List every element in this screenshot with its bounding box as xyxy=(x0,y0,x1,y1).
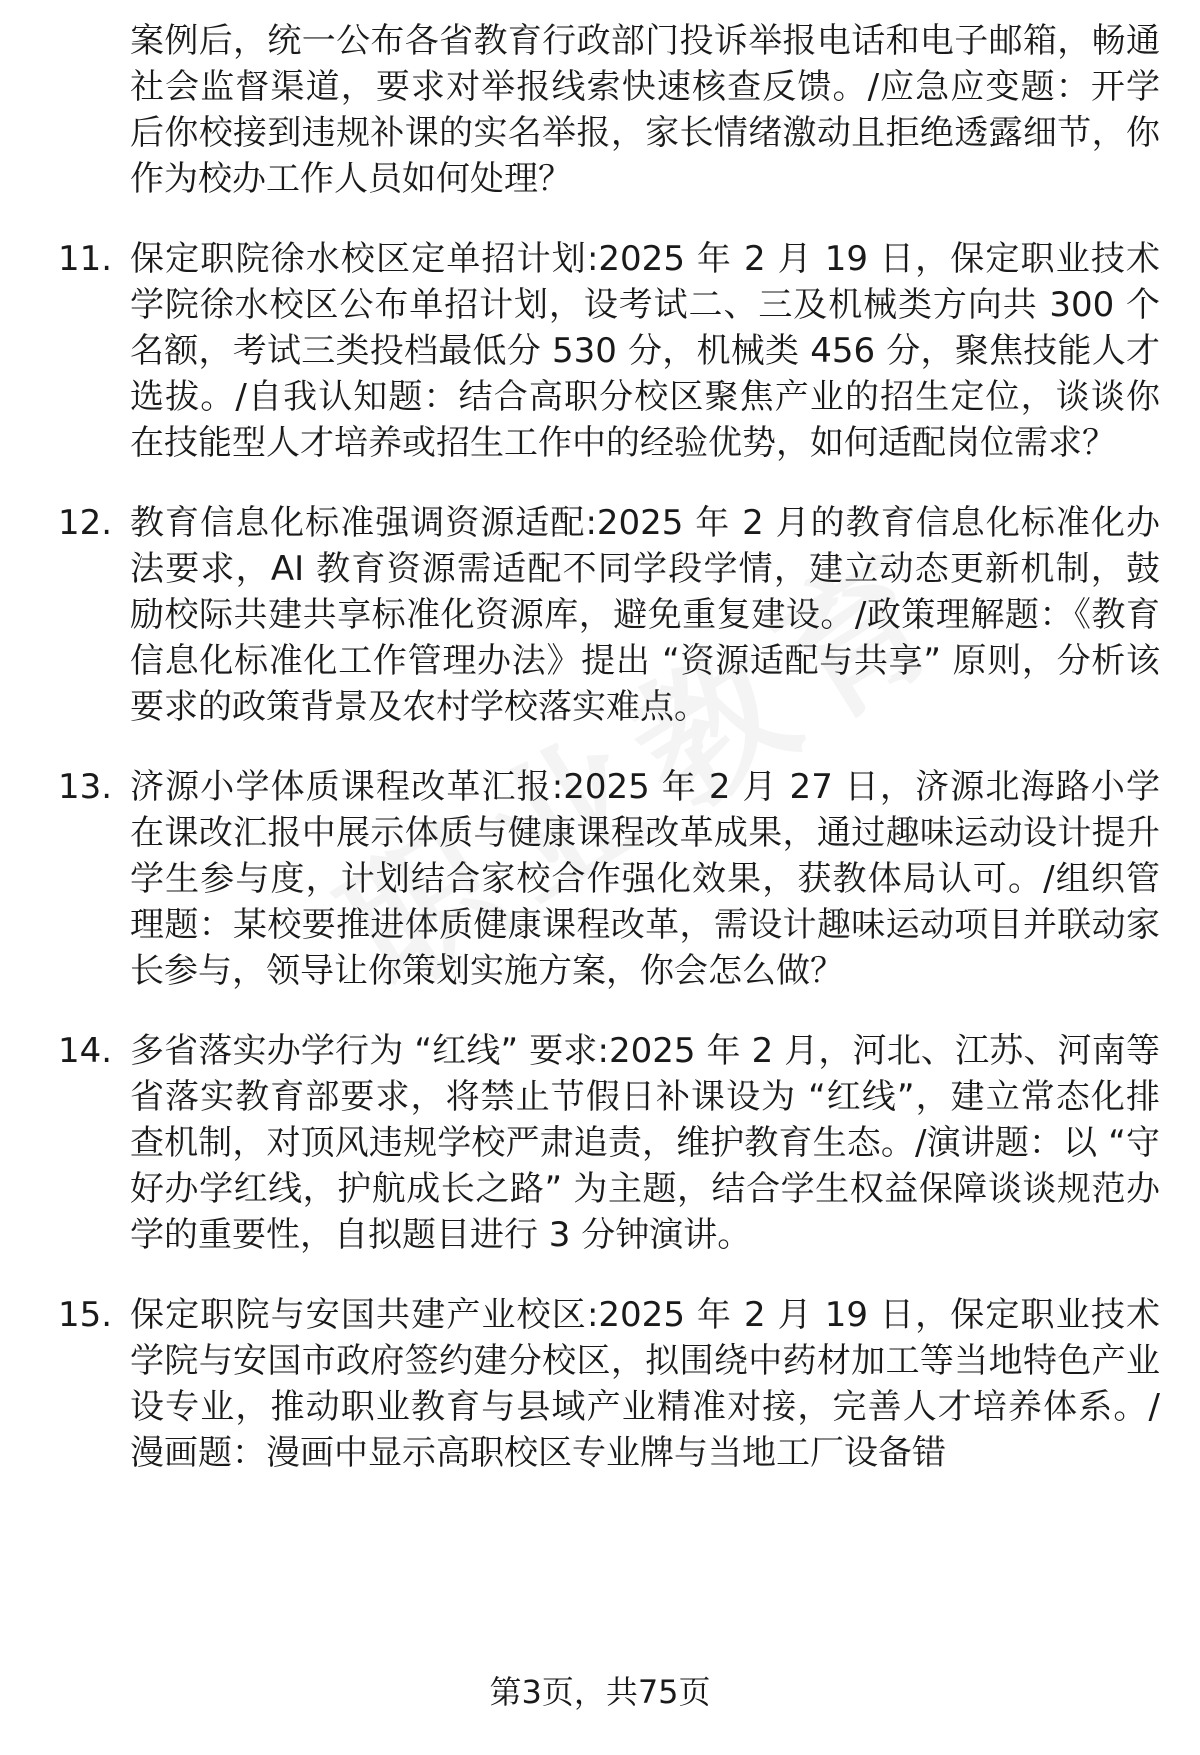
list-item xyxy=(0,1292,1200,1476)
item-text: 教育信息化标准强调资源适配:2025 年 2 月的教育信息化标准化办法要求，AI 教育资源需适配不同学段学情，建立动态更新机制，鼓励校际共建共享标准化资源库，避免重复建设。/政策理解题：《教育信息化标准化工作管理办法》提出 “资源适配与共享” 原则，分析该要求的政策背景及农村学校落实难点。 xyxy=(130,503,1160,727)
item-number: 11. xyxy=(58,239,113,279)
list-item xyxy=(0,500,1200,730)
list-item xyxy=(0,236,1200,466)
item-number: 12. xyxy=(58,503,113,543)
document-body xyxy=(0,18,1200,1476)
item-text: 济源小学体质课程改革汇报:2025 年 2 月 27 日，济源北海路小学在课改汇报中展示体质与健康课程改革成果，通过趣味运动设计提升学生参与度，计划结合家校合作强化效果，获教体局认可。/组织管理题：某校要推进体质健康课程改革，需设计趣味运动项目并联动家长参与，领导让你策划实施方案，你会怎么做？ xyxy=(130,767,1160,991)
item-number: 15. xyxy=(58,1295,113,1335)
item-number: 14. xyxy=(58,1031,113,1071)
page-footer: 第3页，共75页 xyxy=(489,1673,711,1711)
list-item xyxy=(0,1028,1200,1258)
item-text: 多省落实办学行为 “红线” 要求:2025 年 2 月，河北、江苏、河南等省落实教育部要求，将禁止节假日补课设为 “红线”，建立常态化排查机制，对顶风违规学校严肃追责，维护教育生态。/演讲题：以 “守好办学红线，护航成长之路” 为主题，结合学生权益保障谈谈规范办学的重要性，自拟题目进行 3 分钟演讲。 xyxy=(130,1031,1160,1255)
item-number: 13. xyxy=(58,767,113,807)
intro-paragraph: 案例后，统一公布各省教育行政部门投诉举报电话和电子邮箱，畅通社会监督渠道，要求对举报线索快速核查反馈。/应急应变题：开学后你校接到违规补课的实名举报，家长情绪激动且拒绝透露细节，你作为校办工作人员如何处理？ xyxy=(130,21,1160,199)
item-text: 保定职院与安国共建产业校区:2025 年 2 月 19 日，保定职业技术学院与安国市政府签约建分校区，拟围绕中药材加工等当地特色产业设专业，推动职业教育与县域产业精准对接，完善人才培养体系。/漫画题：漫画中显示高职校区专业牌与当地工厂设备错 xyxy=(130,1295,1160,1473)
list-item xyxy=(0,764,1200,994)
item-text: 保定职院徐水校区定单招计划:2025 年 2 月 19 日，保定职业技术学院徐水校区公布单招计划，设考试二、三及机械类方向共 300 个名额，考试三类投档最低分 530 分，机械类 456 分，聚焦技能人才选拔。/自我认知题：结合高职分校区聚焦产业的招生定位，谈谈你在技能型人才培养或招生工作中的经验优势，如何适配岗位需求？ xyxy=(130,239,1160,463)
